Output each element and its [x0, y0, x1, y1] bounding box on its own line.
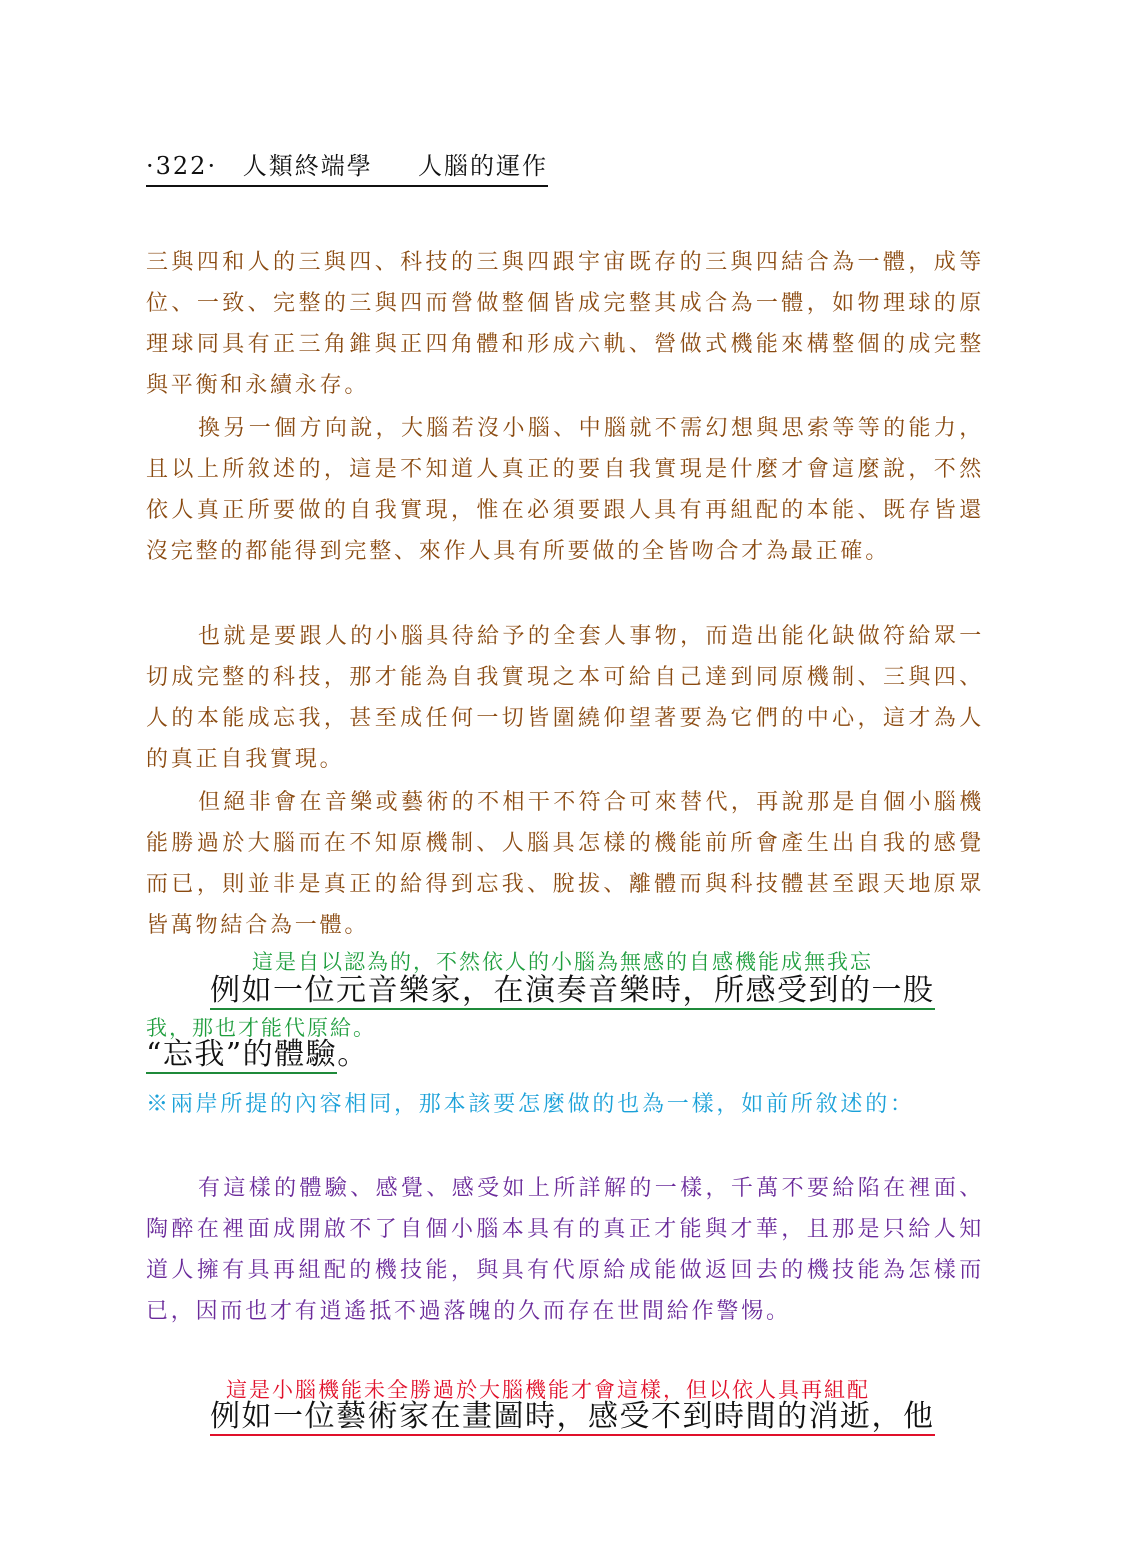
paragraph-4: 但絕非會在音樂或藝術的不相干不符合可來替代，再說那是自個小腦機能勝過於大腦而在不知原機制、人腦具怎樣的機能前所會產生出自我的感覺而已，則並非是真正的給得到忘我、脫拔、離體而與科技體甚至跟天地原眾皆萬物結合為一體。: [146, 790, 984, 938]
red-annotation-line: 這是小腦機能未全勝過於大腦機能才會這樣，但以依人具再組配: [226, 1378, 870, 1402]
purple-paragraph: 有這樣的體驗、感覺、感受如上所詳解的一樣，千萬不要給陷在裡面、陶醉在裡面成開啟不了自個小腦本具有的真正才能與才華，且那是只給人知道人擁有具再組配的機技能，與具有代原給成能做返回去的機技能為怎樣而已，因而也才有逍遙抵不過落魄的久而存在世間給作警惕。: [146, 1176, 984, 1324]
green-annotation-line-2: 我，那也才能代原給。: [146, 1016, 376, 1040]
quote-line-3: [210, 1400, 935, 1434]
quote-line-2: [146, 1038, 369, 1072]
book-title: 人類終端學: [242, 152, 373, 180]
green-annotation-line-1: 這是自以認為的，不然依人的小腦為無感的自感機能成無我忘: [252, 950, 873, 974]
chapter-title: 人腦的運作: [418, 152, 548, 180]
page-number: ·322·: [146, 152, 218, 180]
quote-text-underlined-3: 例如一位藝術家在畫圖時，感受不到時間的消逝，他: [210, 1399, 935, 1434]
quote-text-underlined-2: “忘我”的體驗: [146, 1037, 338, 1072]
quote-text-underlined: 例如一位元音樂家，在演奏音樂時，所感受到的一股: [210, 973, 935, 1008]
paragraph-3: 也就是要跟人的小腦具待給予的全套人事物，而造出能化缺做符給眾一切成完整的科技，那才能為自我實現之本可給自己達到同原機制、三與四、人的本能成忘我，甚至成任何一切皆圍繞仰望著要為它們的中心，這才為人的真正自我實現。: [146, 624, 984, 772]
quote-period: 。: [337, 1037, 369, 1072]
cyan-note: ※兩岸所提的內容相同，那本該要怎麼做的也為一樣，如前所敘述的：: [146, 1092, 915, 1117]
paragraph-2: 換另一個方向說，大腦若沒小腦、中腦就不需幻想與思索等等的能力，且以上所敘述的，這是不知道人真正的要自我實現是什麼才會這麼說，不然依人真正所要做的自我實現，惟在必須要跟人具有再組配的本能、既存皆還沒完整的都能得到完整、來作人具有所要做的全皆吻合才為最正確。: [146, 416, 984, 564]
quote-line-1: [210, 974, 935, 1008]
page-header: [146, 146, 548, 187]
paragraph-1: 三與四和人的三與四、科技的三與四跟宇宙既存的三與四結合為一體，成等位、一致、完整的三與四而營做整個皆成完整其成合為一體，如物理球的原理球同具有正三角錐與正四角體和形成六軌、營做式機能來構整個的成完整與平衡和永續永存。: [146, 250, 984, 398]
